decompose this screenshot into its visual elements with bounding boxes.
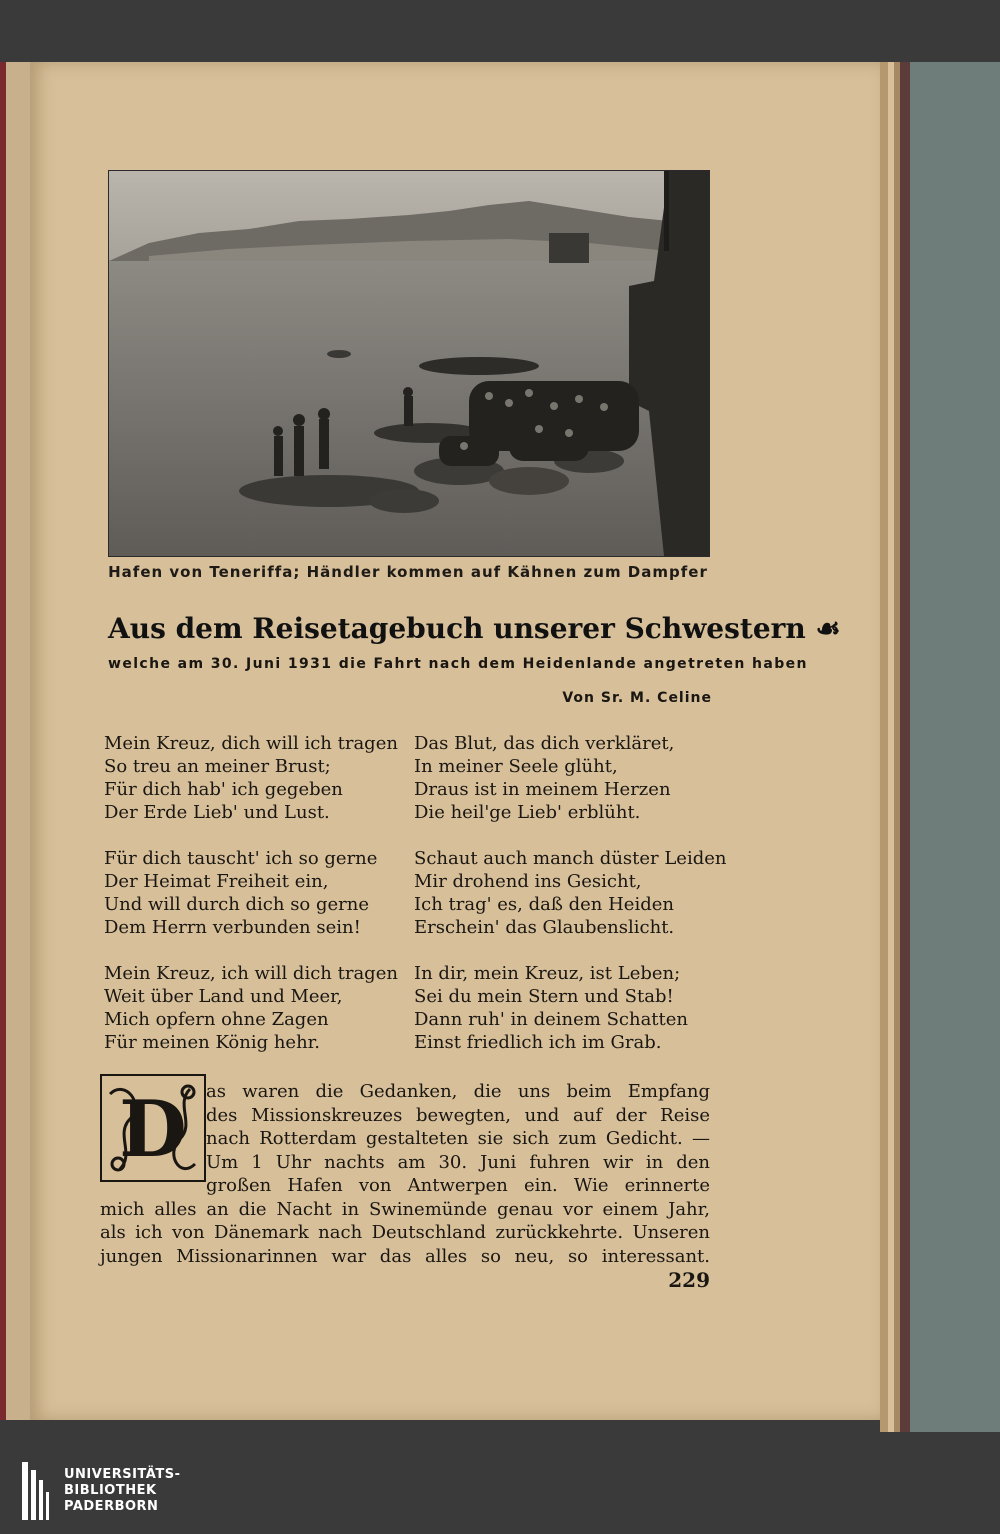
poem-line: Draus ist in meinem Herzen (414, 779, 671, 800)
book-left-page-edge (0, 62, 30, 1420)
article-title (108, 612, 841, 645)
poem-column-right (414, 732, 727, 1077)
body-line: jungen Missionarinnen war das alles so neu, so interessant. (100, 1245, 710, 1267)
body-line: nach Rotterdam gestalteten sie sich zum Gedicht. — (206, 1128, 710, 1149)
poem-line: Ich trag' es, daß den Heiden (414, 894, 674, 915)
poem-stanza (104, 732, 404, 824)
poem-line: Für dich tauscht' ich so gerne (104, 848, 378, 869)
poem-line: Mich opfern ohne Zagen (104, 1009, 329, 1030)
poem-line: Für meinen König hehr. (104, 1032, 321, 1053)
article-title-text: Aus dem Reisetagebuch unserer Schwestern (108, 612, 806, 645)
poem-line: Die heil'ge Lieb' erblüht. (414, 802, 641, 823)
library-name-line: PADERBORN (64, 1499, 159, 1514)
poem-line: Für dich hab' ich gegeben (104, 779, 343, 800)
poem-line: Und will durch dich so gerne (104, 894, 370, 915)
poem-line: So treu an meiner Brust; (104, 756, 331, 777)
poem-line: Mein Kreuz, dich will ich tragen (104, 733, 398, 754)
poem-stanza (414, 847, 727, 939)
body-line: großen Hafen von Antwerpen ein. Wie erinnerte (206, 1175, 710, 1196)
poem-stanza (104, 962, 404, 1054)
poem-line: Dem Herrn verbunden sein! (104, 917, 361, 938)
poem-stanza (414, 732, 714, 824)
poem-line: In meiner Seele glüht, (414, 756, 618, 777)
dropcap-letter: D (119, 1084, 187, 1175)
poem-stanza (414, 962, 714, 1054)
body-line: des Missionskreuzes bewegten, und auf der Reise (206, 1104, 710, 1126)
library-logo-icon (20, 1460, 54, 1522)
poem-line: Mein Kreuz, ich will dich tragen (104, 963, 398, 984)
body-line: as waren die Gedanken, die uns beim Empfang (206, 1081, 710, 1102)
article-author: Von Sr. M. Celine (562, 690, 712, 706)
body-line: mich alles an die Nacht in Swinemünde genau vor einem Jahr, (100, 1198, 710, 1220)
page-number: 229 (668, 1268, 710, 1292)
poem-column-left (104, 732, 404, 1077)
poem-line: Sei du mein Stern und Stab! (414, 986, 674, 1007)
poem-line: Erschein' das Glaubenslicht. (414, 917, 675, 938)
article-subtitle: welche am 30. Juni 1931 die Fahrt nach dem Heidenlande angetreten haben (108, 656, 808, 672)
poem-line: Mir drohend ins Gesicht, (414, 871, 642, 892)
poem-line: Schaut auch manch düster Leiden (414, 848, 727, 869)
article-body (100, 1080, 710, 1268)
library-logo (20, 1456, 180, 1526)
harbor-photo (108, 170, 710, 557)
poem-line: Dann ruh' in deinem Schatten (414, 1009, 689, 1030)
poem-line: Der Erde Lieb' und Lust. (104, 802, 330, 823)
poem-line: Weit über Land und Meer, (104, 986, 343, 1007)
library-name (64, 1467, 180, 1515)
poem-line: Der Heimat Freiheit ein, (104, 871, 329, 892)
library-name-line: UNIVERSITÄTS- (64, 1467, 181, 1482)
book-spine-edge (880, 62, 1000, 1432)
poem-stanza (104, 847, 404, 939)
poem-line: In dir, mein Kreuz, ist Leben; (414, 963, 681, 984)
poem-line: Das Blut, das dich verkläret, (414, 733, 675, 754)
library-name-line: BIBLIOTHEK (64, 1483, 157, 1498)
photo-caption: Hafen von Teneriffa; Händler kommen auf Kähnen zum Dampfer (108, 563, 708, 581)
poem-line: Einst friedlich ich im Grab. (414, 1032, 662, 1053)
body-line: Um 1 Uhr nachts am 30. Juni fuhren wir in den (206, 1151, 710, 1173)
body-line: als ich von Dänemark nach Deutschland zurückkehrte. Unseren (100, 1222, 710, 1243)
ornament-icon: ☙ (815, 612, 841, 645)
